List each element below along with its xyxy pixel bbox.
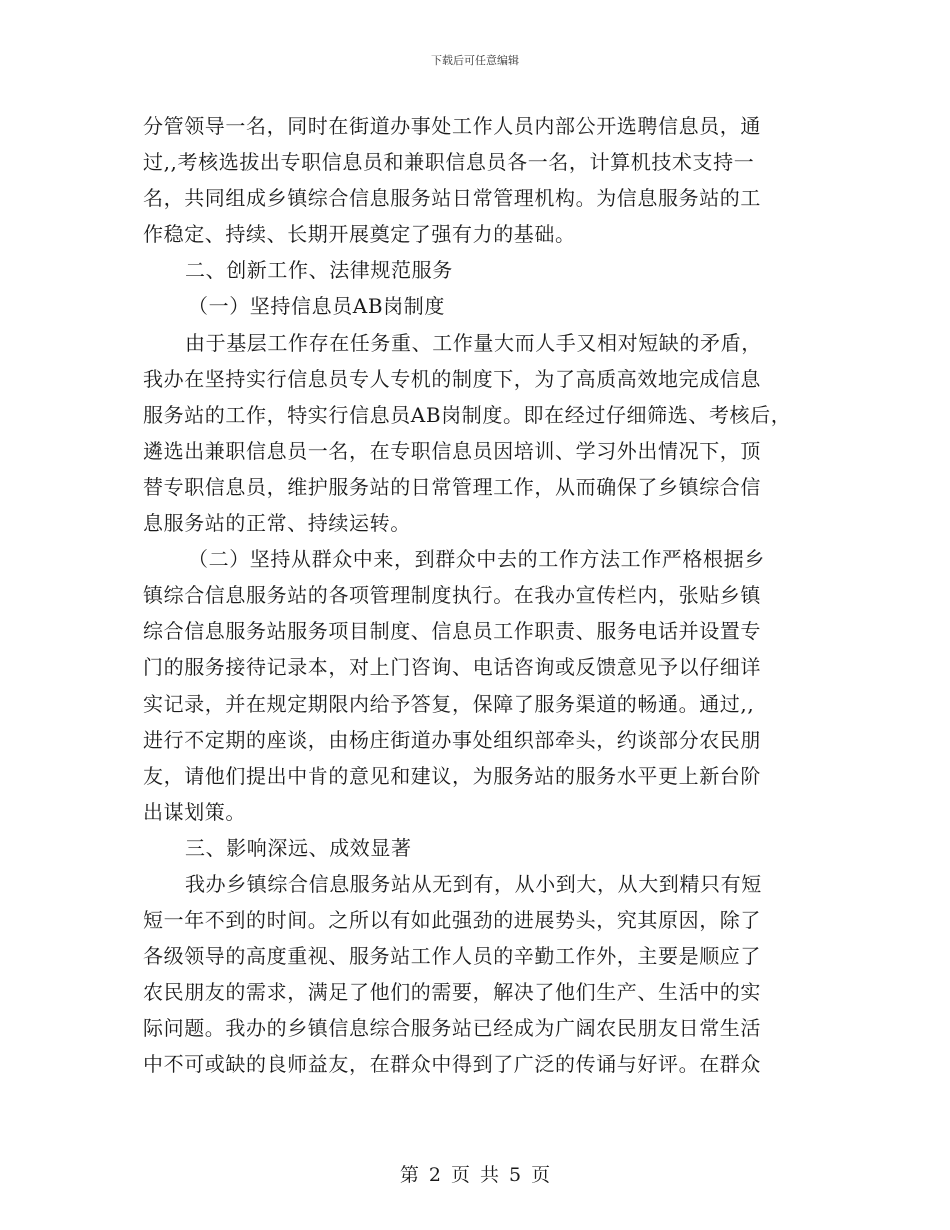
text-line: 友，请他们提出中肯的意见和建议，为服务站的服务水平更上新台阶 xyxy=(143,763,761,788)
text-line: 出谋划策。 xyxy=(143,799,246,824)
text-line: 息服务站的正常、持续运转。 xyxy=(143,511,411,536)
text-line: 遴选出兼职信息员一名，在专职信息员因培训、学习外出情况下，顶 xyxy=(143,438,761,463)
text-line: 短一年不到的时间。之所以有如此强劲的进展势头，究其原因，除了 xyxy=(143,908,761,933)
page-number: 第 2 页 共 5 页 xyxy=(399,1164,551,1186)
text-line: 我办在坚持实行信息员专人专机的制度下，为了高质高效地完成信息 xyxy=(143,366,761,391)
text-line: 中不可或缺的良师益友，在群众中得到了广泛的传诵与好评。在群众 xyxy=(143,1052,761,1077)
text-line: 各级领导的高度重视、服务站工作人员的辛勤工作外，主要是顺应了 xyxy=(143,944,761,969)
text-line: 门的服务接待记录本，对上门咨询、电话咨询或反馈意见予以仔细详 xyxy=(143,655,761,680)
text-line: 综合信息服务站服务项目制度、信息员工作职责、服务电话并设置专 xyxy=(143,619,761,644)
text-line: 实记录，并在规定期限内给予答复，保障了服务渠道的畅通。通过,, xyxy=(143,691,755,716)
header-note: 下载后可任意编辑 xyxy=(431,54,519,67)
text-line: 农民朋友的需求，满足了他们的需要，解决了他们生产、生活中的实 xyxy=(143,980,761,1005)
subsection-heading: （二）坚持从群众中来，到群众中去的工作方法工作严格根据乡 xyxy=(188,547,765,572)
paragraph-start: 由于基层工作存在任务重、工作量大而人手又相对短缺的矛盾， xyxy=(185,330,762,355)
text-line: 作稳定、持续、长期开展奠定了强有力的基础。 xyxy=(143,222,576,247)
text-line: 名，共同组成乡镇综合信息服务站日常管理机构。为信息服务站的工 xyxy=(143,186,761,211)
document-body xyxy=(143,111,813,1086)
text-line: 服务站的工作，特实行信息员AB岗制度。即在经过仔细筛选、考核后， xyxy=(143,402,792,427)
paragraph-start: 我办乡镇综合信息服务站从无到有，从小到大，从大到精只有短 xyxy=(185,871,762,896)
text-line: 际问题。我办的乡镇信息综合服务站已经成为广阔农民朋友日常生活 xyxy=(143,1016,761,1041)
text-line: 镇综合信息服务站的各项管理制度执行。在我办宣传栏内，张贴乡镇 xyxy=(143,583,761,608)
section-heading: 三、影响深远、成效显著 xyxy=(185,835,412,860)
text-line: 分管领导一名，同时在街道办事处工作人员内部公开选聘信息员，通 xyxy=(143,114,761,138)
text-line: 替专职信息员，维护服务站的日常管理工作，从而确保了乡镇综合信 xyxy=(143,474,761,499)
section-heading: 二、创新工作、法律规范服务 xyxy=(185,258,453,283)
subsection-heading: （一）坚持信息员AB岗制度 xyxy=(188,294,445,319)
text-line: 进行不定期的座谈，由杨庄街道办事处组织部牵头，约谈部分农民朋 xyxy=(143,727,761,752)
text-line: 过,,考核选拔出专职信息员和兼职信息员各一名，计算机技术支持一 xyxy=(143,150,755,175)
